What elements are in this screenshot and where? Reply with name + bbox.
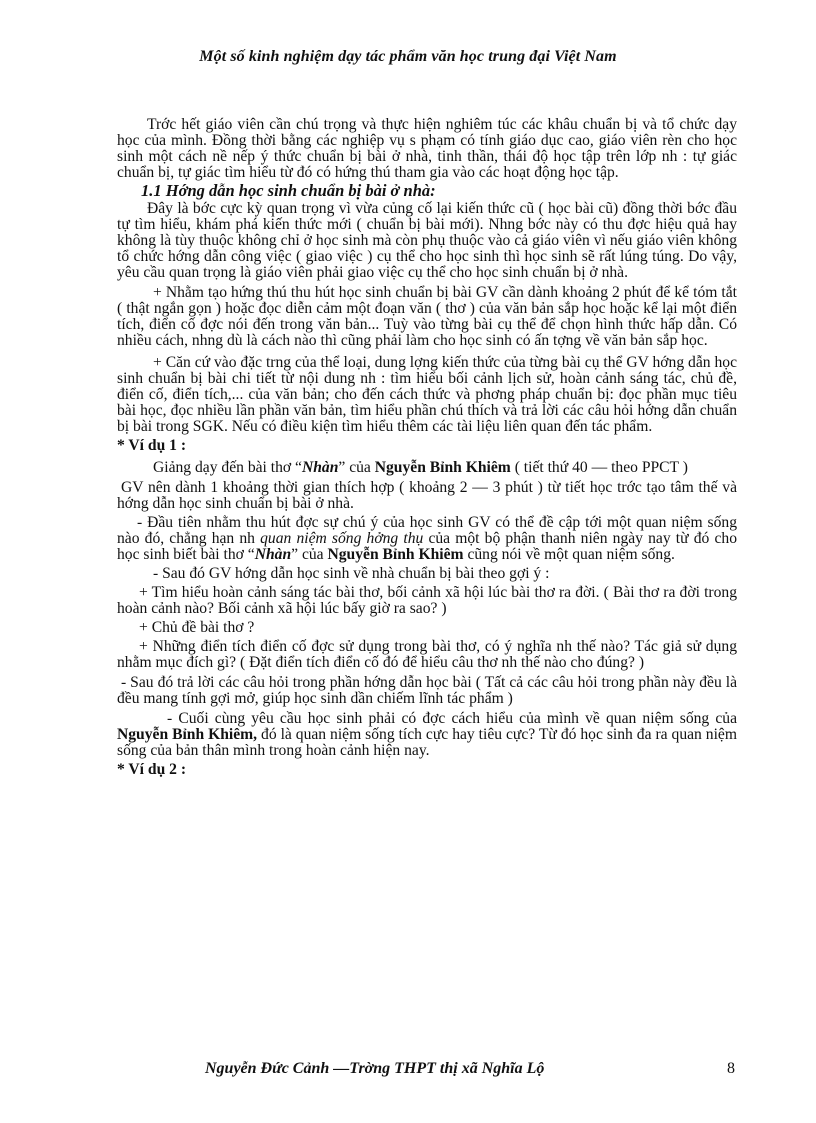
poem-title-2: Nhàn — [254, 546, 292, 563]
page-body — [117, 117, 737, 784]
example-1-question-3: + Những điển tích điển cố đợc sử dụng trong bài thơ, có ý nghĩa nh thế nào? Tác giả sử dụng nhằm mục đích gì? ( Đặt điển tích điển cố đó để hiểu câu thơ nh thế nào cho đúng? ) — [117, 638, 737, 671]
example-1-step-3: - Sau đó trả lời các câu hỏi trong phần hớng dẫn học bài ( Tất cả các câu hỏi trong phần này đều là đều mang tính gợi mở, giúp học sinh dần chiếm lĩnh tác phẩm ) — [117, 674, 737, 707]
example-1-time: GV nên dành 1 khoảng thời gian thích hợp ( khoảng 2 — 3 phút ) từ tiết học trớc tạo tâm thế và hớng dẫn học sinh chuẩn bị bài ở nhà. — [117, 479, 737, 512]
ex1-c-italic: quan niệm sống hởng thụ — [260, 530, 424, 547]
example-1-step-4 — [117, 711, 737, 759]
page-footer — [205, 1060, 735, 1078]
author-name-3: Nguyễn Bỉnh Khiêm, — [117, 726, 258, 743]
page-header: Một số kinh nghiệm dạy tác phẩm văn học trung đại Việt Nam — [199, 48, 617, 65]
paragraph-2: + Nhằm tạo hứng thú thu hút học sinh chuẩn bị bài GV cần dành khoảng 2 phút để kể tóm tắt ( thật ngắn gọn ) hoặc đọc diễn cảm một đoạn văn ( thơ ) của văn bản sắp học hoặc kể lại một điển tích, điển cố đợc nói đến trong văn bản... Tuỳ vào từng bài cụ thể để chọn hình thức hấp dẫn. Có nhiều cách, nhng dù là cách nào thì cũng phải làm cho học sinh có ấn tợng về văn bản sắp học. — [117, 284, 737, 349]
ex1-i-post: đó là quan niệm sống tích cực hay tiêu cực? Từ đó học sinh đa ra quan niệm sống của bản thân mình trong hoàn cảnh hiện nay. — [117, 726, 737, 759]
author-name-2: Nguyễn Bỉnh Khiêm — [327, 546, 464, 563]
example-1-question-2: + Chủ đề bài thơ ? — [139, 619, 255, 636]
ex1-c-pre: - Đầu tiên nhằm thu hút đợc sự chú ý của học sinh GV có thể đề cập tới một quan niệm sống nào đó, chẳng hạn nh — [117, 514, 737, 547]
section-heading: 1.1 Hớng dẫn học sinh chuẩn bị bài ở nhà: — [141, 181, 436, 200]
example-1-intro — [117, 460, 737, 476]
ex1-c-mid: của một bộ phận thanh niên ngày nay từ đó cho học sinh biết bài thơ “ — [117, 530, 737, 563]
example-1-step-2: - Sau đó GV hớng dẫn học sinh về nhà chuẩn bị bài theo gợi ý : — [153, 565, 550, 582]
ex1-a-pre: Giảng dạy đến bài thơ “ — [153, 459, 302, 476]
paragraph-1: Đây là bớc cực kỳ quan trọng vì vừa củng cố lại kiến thức cũ ( học bài cũ) đồng thời bớc đầu tự tìm hiểu, khám phá kiến thức mới ( chuẩn bị bài mới). Nhng bớc này có thu đợc hiệu quả hay không là tùy thuộc không chỉ ở học sinh mà còn phụ thuộc vào cả giáo viên vì nếu giáo viên không tổ chức hớng dẫn công việc ( giao việc ) cụ thể cho học sinh thì học sinh sẽ rất lúng túng. Do vậy, yêu cầu quan trọng là giáo viên phải giao việc cụ thể cho học sinh chuẩn bị ở nhà. — [117, 200, 737, 281]
paragraph-3: + Căn cứ vào đặc trng của thể loại, dung lợng kiến thức của từng bài cụ thể GV hớng dẫn học sinh chuẩn bị bài chi tiết từ nội dung nh : tìm hiểu bối cảnh lịch sử, hoàn cảnh sáng tác, chủ đề, điển cố, điển tích,... của văn bản; cho đến cách thức và phơng pháp chuẩn bị: đọc phần mục tiêu bài học, đọc nhiều lần phần văn bản, tìm hiểu phần chú thích và trả lời các câu hỏi hớng dẫn chuẩn bị bài trong SGK. Nếu có điều kiện tìm hiểu thêm các tài liệu liên quan đến tác phẩm. — [117, 354, 737, 435]
poem-title: Nhàn — [301, 459, 339, 476]
ex1-a-mid: ” của — [338, 459, 375, 476]
ex1-c-mid2: ” của — [291, 546, 328, 563]
intro-paragraph: Trớc hết giáo viên cần chú trọng và thực hiện nghiêm túc các khâu chuẩn bị và tổ chức dạy học của mình. Đồng thời bằng các nghiệp vụ s phạm có tính giáo dục cao, giáo viên rèn cho học sinh một cách nề nếp ý thức chuẩn bị bài ở nhà, tinh thần, thái độ học tập trên lớp nh : tự giác chuẩn bị, tự giác tìm hiểu từ đó có hứng thú tham gia vào các hoạt động học tập. — [117, 116, 737, 181]
ex1-c-post: cũng nói về một quan niệm sống. — [463, 546, 675, 563]
example-1-step-1 — [117, 515, 737, 563]
footer-author: Nguyễn Đức Cảnh —Trờng THPT thị xã Nghĩa Lộ — [205, 1060, 545, 1077]
example-2-label: * Ví dụ 2 : — [117, 761, 187, 778]
ex1-i-pre: - Cuối cùng yêu cầu học sinh phải có đợc cách hiểu của mình về quan niệm sống của — [167, 710, 737, 727]
example-1-label: * Ví dụ 1 : — [117, 437, 187, 454]
author-name: Nguyễn Bỉnh Khiêm — [374, 459, 511, 476]
example-1-question-1: + Tìm hiểu hoàn cảnh sáng tác bài thơ, bối cảnh xã hội lúc bài thơ ra đời. ( Bài thơ ra đời trong hoàn cảnh nào? Bối cảnh xã hội lúc bấy giờ ra sao? ) — [117, 584, 737, 617]
ex1-a-post: ( tiết thứ 40 — theo PPCT ) — [510, 459, 688, 476]
page-number: 8 — [727, 1060, 735, 1077]
